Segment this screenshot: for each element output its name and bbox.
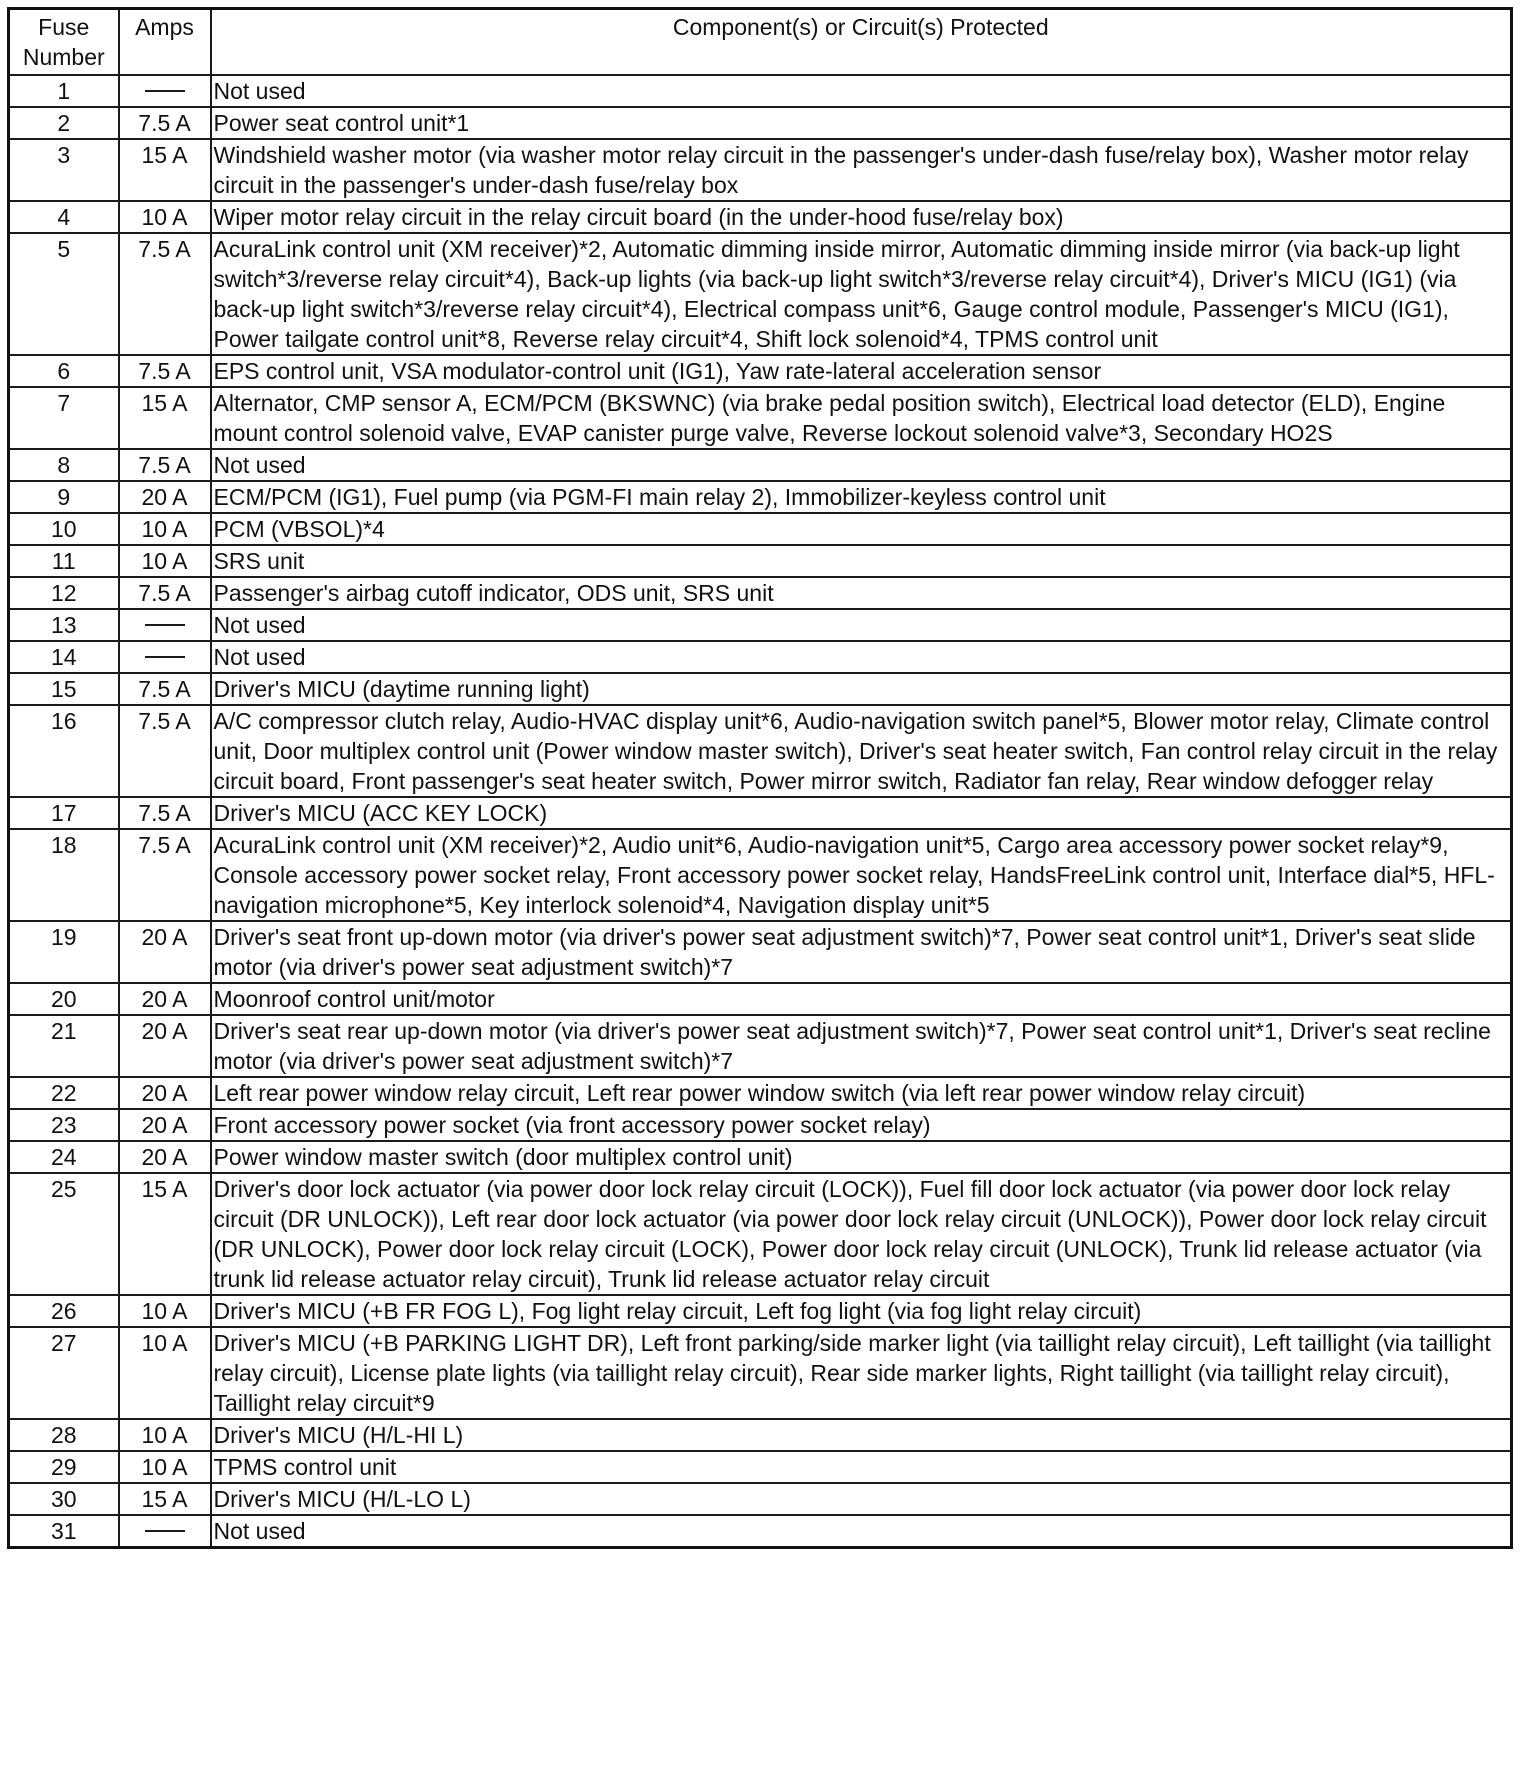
- table-row: [9, 481, 1512, 513]
- amps-cell: 10 A: [119, 1451, 211, 1483]
- fuse-number-cell: 19: [9, 921, 119, 983]
- table-row: [9, 983, 1512, 1015]
- fuse-number-cell: 15: [9, 673, 119, 705]
- component-cell: ECM/PCM (IG1), Fuel pump (via PGM-FI main relay 2), Immobilizer-keyless control unit: [211, 481, 1512, 513]
- table-row: [9, 1173, 1512, 1295]
- table-row: [9, 1515, 1512, 1548]
- amps-cell: 20 A: [119, 921, 211, 983]
- amps-cell: 15 A: [119, 1483, 211, 1515]
- amps-cell: 7.5 A: [119, 107, 211, 139]
- fuse-number-cell: 30: [9, 1483, 119, 1515]
- table-row: [9, 609, 1512, 641]
- table-row: [9, 513, 1512, 545]
- amps-cell: 7.5 A: [119, 355, 211, 387]
- table-row: [9, 1141, 1512, 1173]
- component-cell: Driver's seat front up-down motor (via driver's power seat adjustment switch)*7, Power seat control unit*1, Driver's seat slide motor (via driver's power seat adjustment switch)*7: [211, 921, 1512, 983]
- component-cell: Left rear power window relay circuit, Left rear power window switch (via left rear power window relay circuit): [211, 1077, 1512, 1109]
- component-cell: Wiper motor relay circuit in the relay circuit board (in the under-hood fuse/relay box): [211, 201, 1512, 233]
- component-cell: Power window master switch (door multiplex control unit): [211, 1141, 1512, 1173]
- table-row: [9, 673, 1512, 705]
- table-row: [9, 705, 1512, 797]
- component-cell: Driver's door lock actuator (via power door lock relay circuit (LOCK)), Fuel fill door lock actuator (via power door lock relay circuit (DR UNLOCK)), Left rear door lock actuator (via power door lock relay circuit (UNLOCK)), Power door lock relay circuit (DR UNLOCK), Power door lock relay circuit (LOCK), Power door lock relay circuit (UNLOCK), Trunk lid release actuator (via trunk lid release actuator relay circuit), Trunk lid release actuator relay circuit: [211, 1173, 1512, 1295]
- component-cell: TPMS control unit: [211, 1451, 1512, 1483]
- component-cell: EPS control unit, VSA modulator-control unit (IG1), Yaw rate-lateral acceleration sensor: [211, 355, 1512, 387]
- component-cell: Alternator, CMP sensor A, ECM/PCM (BKSWNC) (via brake pedal position switch), Electrical load detector (ELD), Engine mount control solenoid valve, EVAP canister purge valve, Reverse lockout solenoid valve*3, Secondary HO2S: [211, 387, 1512, 449]
- table-row: [9, 797, 1512, 829]
- amps-cell: 10 A: [119, 1327, 211, 1419]
- amps-cell: 7.5 A: [119, 577, 211, 609]
- amps-cell: 20 A: [119, 1109, 211, 1141]
- table-row: [9, 1015, 1512, 1077]
- fuse-number-cell: 25: [9, 1173, 119, 1295]
- table-row: [9, 107, 1512, 139]
- component-cell: Driver's MICU (H/L-HI L): [211, 1419, 1512, 1451]
- table-row: [9, 1419, 1512, 1451]
- fuse-number-cell: 22: [9, 1077, 119, 1109]
- fuse-number-cell: 14: [9, 641, 119, 673]
- amps-cell: 20 A: [119, 1077, 211, 1109]
- fuse-number-cell: 21: [9, 1015, 119, 1077]
- fuse-number-cell: 4: [9, 201, 119, 233]
- table-row: [9, 1109, 1512, 1141]
- fuse-number-cell: 6: [9, 355, 119, 387]
- component-cell: Not used: [211, 449, 1512, 481]
- fuse-number-cell: 3: [9, 139, 119, 201]
- amps-cell: [119, 609, 211, 641]
- component-cell: AcuraLink control unit (XM receiver)*2, Audio unit*6, Audio-navigation unit*5, Cargo area accessory power socket relay*9, Console accessory power socket relay, Front accessory power socket relay, HandsFreeLink control unit, Interface dial*5, HFL-navigation microphone*5, Key interlock solenoid*4, Navigation display unit*5: [211, 829, 1512, 921]
- amps-cell: 20 A: [119, 1141, 211, 1173]
- table-row: [9, 641, 1512, 673]
- component-cell: Driver's MICU (H/L-LO L): [211, 1483, 1512, 1515]
- table-row: [9, 449, 1512, 481]
- component-cell: PCM (VBSOL)*4: [211, 513, 1512, 545]
- component-cell: SRS unit: [211, 545, 1512, 577]
- table-row: [9, 1327, 1512, 1419]
- component-cell: Front accessory power socket (via front accessory power socket relay): [211, 1109, 1512, 1141]
- header-fuse-number: Fuse Number: [9, 9, 119, 76]
- amps-cell: 10 A: [119, 545, 211, 577]
- amps-cell: 10 A: [119, 1419, 211, 1451]
- component-cell: Power seat control unit*1: [211, 107, 1512, 139]
- amps-cell: 20 A: [119, 983, 211, 1015]
- component-cell: Not used: [211, 1515, 1512, 1548]
- amps-cell: 20 A: [119, 1015, 211, 1077]
- amps-cell: [119, 1515, 211, 1548]
- table-row: [9, 577, 1512, 609]
- fuse-number-cell: 20: [9, 983, 119, 1015]
- amps-cell: 7.5 A: [119, 829, 211, 921]
- table-row: [9, 1483, 1512, 1515]
- fuse-number-cell: 8: [9, 449, 119, 481]
- component-cell: Moonroof control unit/motor: [211, 983, 1512, 1015]
- amps-cell: [119, 641, 211, 673]
- fuse-number-cell: 12: [9, 577, 119, 609]
- fuse-number-cell: 9: [9, 481, 119, 513]
- fuse-number-cell: 10: [9, 513, 119, 545]
- amps-cell: 10 A: [119, 201, 211, 233]
- table-row: [9, 829, 1512, 921]
- table-row: [9, 545, 1512, 577]
- component-cell: Driver's seat rear up-down motor (via driver's power seat adjustment switch)*7, Power seat control unit*1, Driver's seat recline motor (via driver's power seat adjustment switch)*7: [211, 1015, 1512, 1077]
- fuse-number-cell: 23: [9, 1109, 119, 1141]
- table-row: [9, 1451, 1512, 1483]
- component-cell: Not used: [211, 609, 1512, 641]
- amps-cell: 7.5 A: [119, 233, 211, 355]
- component-cell: Not used: [211, 75, 1512, 107]
- table-body: [9, 75, 1512, 1548]
- fuse-number-cell: 7: [9, 387, 119, 449]
- not-used-dash: [145, 624, 185, 626]
- fuse-number-cell: 11: [9, 545, 119, 577]
- component-cell: A/C compressor clutch relay, Audio-HVAC display unit*6, Audio-navigation switch panel*5, Blower motor relay, Climate control unit, Door multiplex control unit (Power window master switch), Driver's seat heater switch, Fan control relay circuit in the relay circuit board, Front passenger's seat heater switch, Power mirror switch, Radiator fan relay, Rear window defogger relay: [211, 705, 1512, 797]
- table-row: [9, 75, 1512, 107]
- component-cell: Windshield washer motor (via washer motor relay circuit in the passenger's under-dash fuse/relay box), Washer motor relay circuit in the passenger's under-dash fuse/relay box: [211, 139, 1512, 201]
- fuse-number-cell: 29: [9, 1451, 119, 1483]
- fuse-number-cell: 1: [9, 75, 119, 107]
- table-row: [9, 1295, 1512, 1327]
- component-cell: AcuraLink control unit (XM receiver)*2, Automatic dimming inside mirror, Automatic dimming inside mirror (via back-up light switch*3/reverse relay circuit*4), Back-up lights (via back-up light switch*3/reverse relay circuit*4), Driver's MICU (IG1) (via back-up light switch*3/reverse relay circuit*4), Electrical compass unit*6, Gauge control module, Passenger's MICU (IG1), Power tailgate control unit*8, Reverse relay circuit*4, Shift lock solenoid*4, TPMS control unit: [211, 233, 1512, 355]
- amps-cell: 10 A: [119, 513, 211, 545]
- amps-cell: 7.5 A: [119, 705, 211, 797]
- component-cell: Driver's MICU (+B FR FOG L), Fog light relay circuit, Left fog light (via fog light relay circuit): [211, 1295, 1512, 1327]
- table-header-row: [9, 9, 1512, 76]
- table-row: [9, 233, 1512, 355]
- fuse-number-cell: 24: [9, 1141, 119, 1173]
- fuse-number-cell: 18: [9, 829, 119, 921]
- not-used-dash: [145, 1530, 185, 1532]
- header-component: Component(s) or Circuit(s) Protected: [211, 9, 1512, 76]
- fuse-table-container: [7, 7, 1513, 1549]
- component-cell: Passenger's airbag cutoff indicator, ODS unit, SRS unit: [211, 577, 1512, 609]
- amps-cell: 7.5 A: [119, 797, 211, 829]
- table-row: [9, 355, 1512, 387]
- amps-cell: 10 A: [119, 1295, 211, 1327]
- amps-cell: [119, 75, 211, 107]
- amps-cell: 15 A: [119, 1173, 211, 1295]
- table-row: [9, 139, 1512, 201]
- not-used-dash: [145, 656, 185, 658]
- fuse-number-cell: 16: [9, 705, 119, 797]
- amps-cell: 15 A: [119, 387, 211, 449]
- fuse-table: [7, 7, 1513, 1549]
- header-amps: Amps: [119, 9, 211, 76]
- fuse-number-cell: 31: [9, 1515, 119, 1548]
- not-used-dash: [145, 90, 185, 92]
- component-cell: Driver's MICU (ACC KEY LOCK): [211, 797, 1512, 829]
- fuse-number-cell: 13: [9, 609, 119, 641]
- table-row: [9, 387, 1512, 449]
- table-row: [9, 201, 1512, 233]
- table-row: [9, 1077, 1512, 1109]
- fuse-number-cell: 5: [9, 233, 119, 355]
- component-cell: Driver's MICU (daytime running light): [211, 673, 1512, 705]
- amps-cell: 20 A: [119, 481, 211, 513]
- table-row: [9, 921, 1512, 983]
- fuse-number-cell: 17: [9, 797, 119, 829]
- fuse-number-cell: 28: [9, 1419, 119, 1451]
- component-cell: Not used: [211, 641, 1512, 673]
- amps-cell: 7.5 A: [119, 673, 211, 705]
- amps-cell: 7.5 A: [119, 449, 211, 481]
- fuse-number-cell: 26: [9, 1295, 119, 1327]
- amps-cell: 15 A: [119, 139, 211, 201]
- component-cell: Driver's MICU (+B PARKING LIGHT DR), Left front parking/side marker light (via taillight relay circuit), Left taillight (via taillight relay circuit), License plate lights (via taillight relay circuit), Rear side marker lights, Right taillight (via taillight relay circuit), Taillight relay circuit*9: [211, 1327, 1512, 1419]
- fuse-number-cell: 27: [9, 1327, 119, 1419]
- fuse-number-cell: 2: [9, 107, 119, 139]
